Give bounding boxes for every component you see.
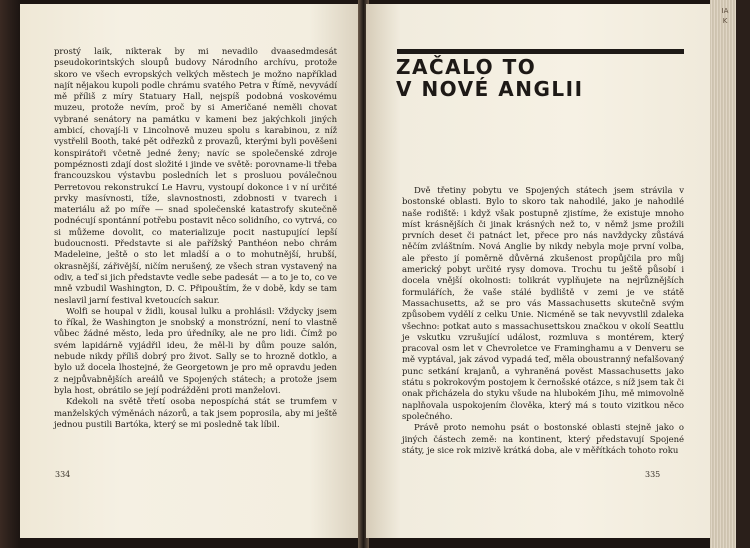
paragraph: prostý laik, nikterak by mi nevadilo dvaasedmdesát pseudokorintských sloupů budovy Národního archívu, protože skoro ve všech evropských velkých městech je možno například najít nějakou kupoli podle chrámu svatého Petra v Římě, nevyvádí mě příliš z míry Statuary Hall, nejspíš podobná voskovému muzeu, protože nevím, proč by si Američané neměli chovat vybrané senátory na památku v kameni bez jakýchkoli jiných ambicí, chovají-li v Lincolnově muzeu spolu s karabinou, z níž vystřelil Booth, také pět odřezků z provazů, kterými byli pověšeni konspirátoři včetně jedné ženy; navíc se společenské zdroje pompéznosti zdají dost složité i jinde ve světě: porovname-li třeba francouzskou výstavbu posledních let s prosluou poválečnou Perretovou rekonstrukcí Le Havru, vystoupí dokonce i v ní určité prvky masívnosti, tíže, slavnostnosti, zdobnosti v tvarech i materiálu až po míře — snad společenské katastrofy skutečně podnécují spontánní potřebu postavit něco solidního, co vytrvá, co si můžeme dovolit, co materializuje pocit nastupující lepší budoucnosti. Představte si ale pařížský Panthéon nebo chrám Madeleine, ještě o sto let mladší a o to mohutnější, hrubší, okrasnější, zářivější, ničím nerušený, ze všech stran vystavený na odiv, a teď si jich představte vedle sebe padesát — a to je to, co ve mně vzbudil Washington, D. C. Připouštím, že v době, kdy se tam neslavil jarní festival kvetoucích sakur. bbox=[54, 47, 337, 306]
paragraph: Wolfi se houpal v židli, kousal lulku a prohlásil: Vždycky jsem to říkal, že Washington je snobský a monstrózní, není to vlastně vůbec žádné město, leda pro úředníky, ale ne pro lidi. Čímž po svém lapidárně vyjádřil ideu, že měl-li by dům pouze salón, nebude nikdy příliš dobrý pro život. Sally se to hrozně dotklo, a bylo už docela lhostejné, že Georgetown je pro mě opravdu jeden z nejpůvabnějších areálů ve Spojených státech; a protože jsem byla host, obrátilo se její podrážděni proti manželovi. bbox=[54, 306, 337, 396]
paragraph: Právě proto nemohu psát o bostonské oblasti stejně jako o jiných částech země: na kontinent, který představují Spojené státy, je sice rok mizivě krátká doba, ale v měřítkách tohoto roku bbox=[402, 423, 684, 456]
chapter-title bbox=[396, 56, 686, 100]
right-page bbox=[366, 4, 710, 538]
left-page bbox=[20, 4, 361, 538]
chapter-title-line: ZAČALO TO bbox=[396, 55, 537, 79]
chapter-title-line: V NOVÉ ANGLII bbox=[396, 77, 584, 101]
background-edge bbox=[736, 0, 750, 548]
left-page-text bbox=[54, 47, 337, 431]
edge-marks bbox=[718, 6, 732, 26]
edge-mark: K bbox=[722, 17, 728, 25]
right-page-text bbox=[402, 186, 684, 457]
page-number: 334 bbox=[55, 470, 71, 479]
paragraph: Dvě třetiny pobytu ve Spojených státech jsem strávila v bostonské oblasti. Bylo to skoro tak nahodilé, jako je nahodilé naše rodiště: i když však postupně zjistíme, že existuje mnoho míst krásnějších či jinak krásných než to, v němž jsme prožili prvních deset či patnáct let, přece pro nás navždycky zůstává něčím zvláštním. Nová Anglie by nikdy nebyla moje první volba, ale přesto jí poměrně důvěrná zkušenost propůjčila pro můj americký pobyt určité rysy domova. Trochu tu ještě působí i docela vnější okolnosti: tolikrát vyplňujete na nejrůznějších formulářích, že vaše stálé bydliště v zemi je ve státě Massachusetts, až se pro vás Massachusetts skutečně svým způsobem vydělí z celku Unie. Nicméně se tak nevyvstlil zdaleka všechno: potkat auto s massachusettskou značkou v okolí Seattlu je vskutku vzrušující událost, rozmluva s montérem, který pracoval osm let v Chevroletce ve Framinghamu a v Denveru se mě vyptával, jak závod vypadá teď, měla oboustranný nefalšovaný punc setkání krajanů, a vyhraněná pověst Massachusetts jako státu s pokrokovým postojem k černošské otázce, s níž jsem tak či onak přicházela do styku všude na hlubokém Jihu, mě mimovolně naplňovala uspokojením člověka, který má s touto vizitkou něco společného. bbox=[402, 186, 684, 422]
page-number: 335 bbox=[645, 470, 661, 479]
paragraph: Kdekoli na světě třetí osoba nepospíchá stát se trumfem v manželských výměnách názorů, a tak jsem poprosila, aby mi ještě jednou pustili Bartóka, který se mi posledně tak líbil. bbox=[54, 397, 337, 430]
chapter-rule bbox=[397, 49, 684, 54]
edge-mark: IA bbox=[721, 7, 729, 15]
